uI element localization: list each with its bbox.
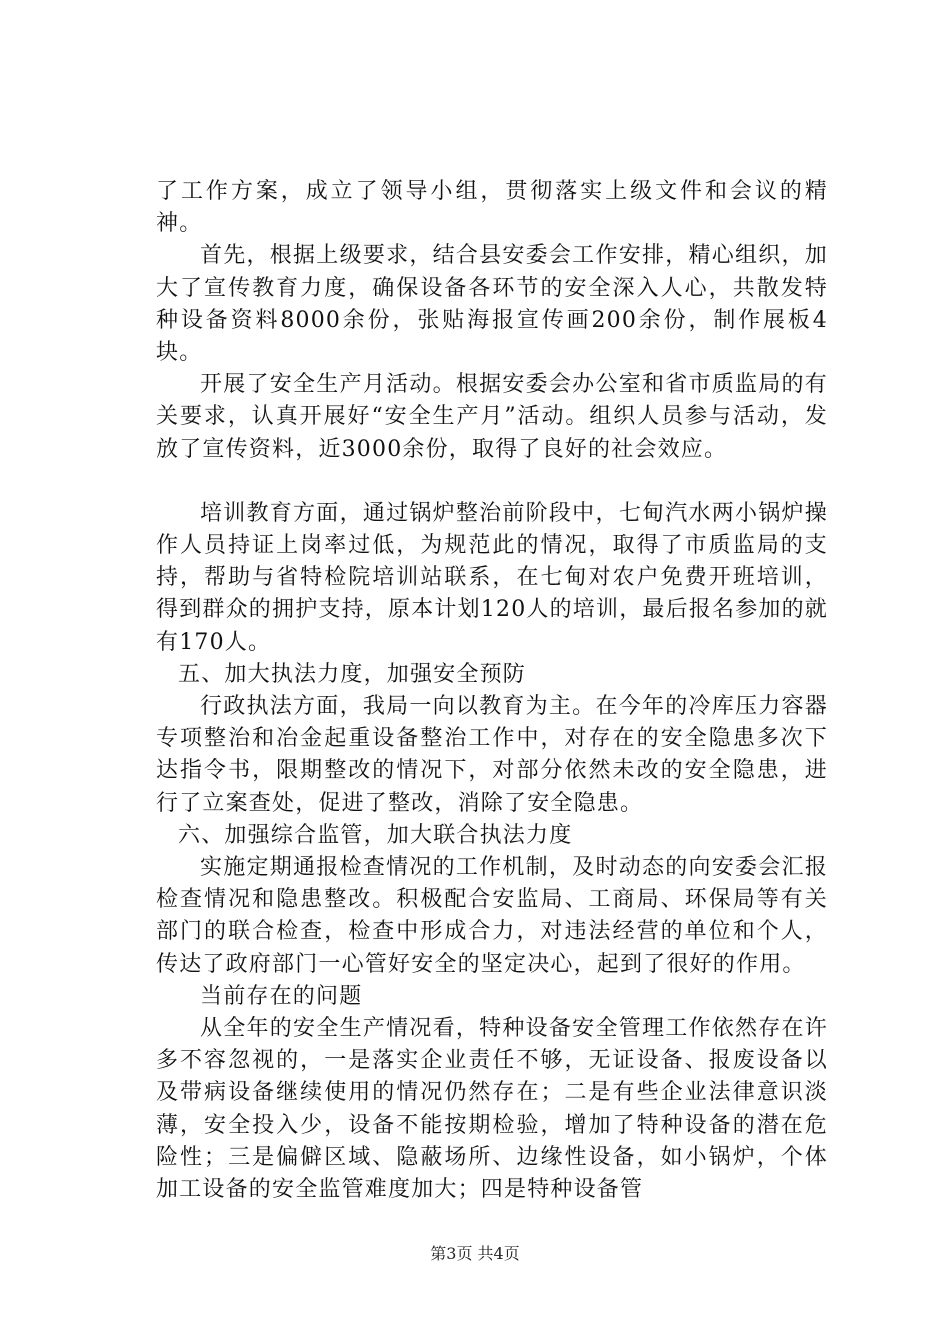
section-heading-joint-supervision: 六、加强综合监管，加大联合执法力度 xyxy=(178,822,573,848)
paragraph-safety-month: 开展了安全生产月活动。根据安委会办公室和省市质监局的有关要求，认真开展好“安全生产月”活动。组织人员参与活动，发放了宣传资料，近3000余份，取得了良好的社会效应。 xyxy=(156,372,828,462)
section-heading-problems: 当前存在的问题 xyxy=(200,983,363,1009)
paragraph-publicity: 首先，根据上级要求，结合县安委会工作安排，精心组织，加大了宣传教育力度，确保设备各环节的安全深入人心，共散发特种设备资料8000余份，张贴海报宣传画200余份，制作展板4块。 xyxy=(156,243,828,366)
document-body xyxy=(156,176,828,1206)
paragraph-continuation: 了工作方案，成立了领导小组，贯彻落实上级文件和会议的精神。 xyxy=(156,179,828,237)
paragraph-joint-supervision: 实施定期通报检查情况的工作机制，及时动态的向安委会汇报检查情况和隐患整改。积极配合安监局、工商局、环保局等有关部门的联合检查，检查中形成合力，对违法经营的单位和个人，传达了政府部门一心管好安全的坚定决心，起到了很好的作用。 xyxy=(156,855,828,977)
paragraph-problems: 从全年的安全生产情况看，特种设备安全管理工作依然存在许多不容忽视的，一是落实企业责任不够，无证设备、报废设备以及带病设备继续使用的情况仍然存在；二是有些企业法律意识淡薄，安全投入少，设备不能按期检验，增加了特种设备的潜在危险性；三是偏僻区域、隐蔽场所、边缘性设备，如小锅炉，个体加工设备的安全监管难度加大；四是特种设备管 xyxy=(156,1016,828,1203)
paragraph-training: 培训教育方面，通过锅炉整治前阶段中，七甸汽水两小锅炉操作人员持证上岗率过低，为规范此的情况，取得了市质监局的支持，帮助与省特检院培训站联系，在七甸对农户免费开班培训，得到群众的拥护支持，原本计划120人的培训，最后报名参加的就有170人。 xyxy=(156,500,828,655)
section-heading-enforcement: 五、加大执法力度，加强安全预防 xyxy=(178,661,527,687)
paragraph-enforcement: 行政执法方面，我局一向以教育为主。在今年的冷库压力容器专项整治和冶金起重设备整治工作中，对存在的安全隐患多次下达指令书，限期整改的情况下，对部分依然未改的安全隐患，进行了立案查处，促进了整改，消除了安全隐患。 xyxy=(156,694,828,816)
page-footer: 第3页 共4页 xyxy=(430,1244,520,1263)
